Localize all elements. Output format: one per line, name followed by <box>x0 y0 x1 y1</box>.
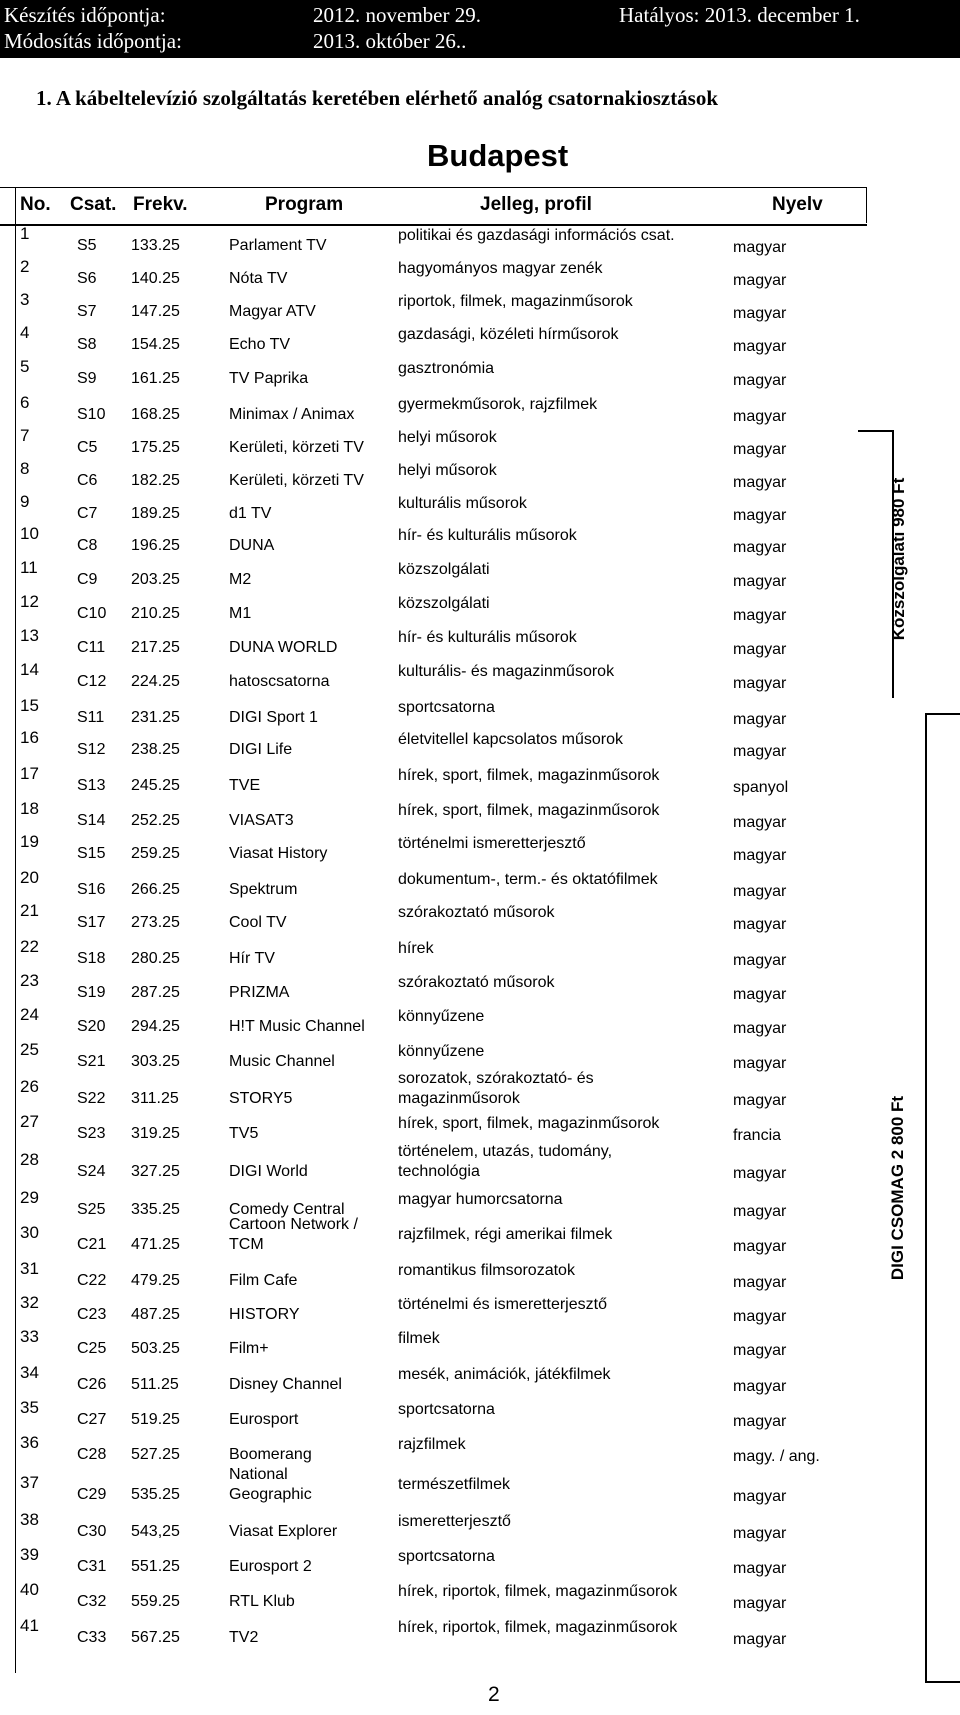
row-number: 13 <box>20 626 39 645</box>
row-language: magyar <box>733 272 787 289</box>
row-language: magyar <box>733 474 787 491</box>
row-frequency: 335.25 <box>131 1201 180 1218</box>
row-language: magyar <box>733 986 787 1003</box>
row-channel: S20 <box>77 1018 106 1035</box>
row-channel: S6 <box>77 270 97 287</box>
row-frequency: 559.25 <box>131 1593 180 1610</box>
row-program: DUNA WORLD <box>229 639 338 656</box>
row-profile: közszolgálati <box>398 561 490 578</box>
row-channel: S10 <box>77 406 106 423</box>
row-frequency: 217.25 <box>131 639 180 656</box>
row-program: TVE <box>229 777 261 794</box>
row-language: magyar <box>733 883 787 900</box>
row-frequency: 273.25 <box>131 914 180 931</box>
row-number: 14 <box>20 660 39 679</box>
row-frequency: 168.25 <box>131 406 180 423</box>
row-frequency: 147.25 <box>131 303 180 320</box>
row-program: Film+ <box>229 1340 269 1357</box>
modified-label: Módosítás időpontja: <box>4 29 182 53</box>
row-language: magyar <box>733 1020 787 1037</box>
row-number: 2 <box>20 257 30 276</box>
row-program: DIGI Life <box>229 741 293 758</box>
row-channel: C30 <box>77 1523 107 1540</box>
row-frequency: 182.25 <box>131 472 180 489</box>
row-program: STORY5 <box>229 1090 293 1107</box>
row-number: 10 <box>20 524 39 543</box>
row-language: magyar <box>733 814 787 831</box>
row-frequency: 303.25 <box>131 1053 180 1070</box>
row-language: magyar <box>733 1092 787 1109</box>
row-profile: romantikus filmsorozatok <box>398 1262 575 1279</box>
row-profile: életvitellel kapcsolatos műsorok <box>398 731 623 748</box>
row-program: Film Cafe <box>229 1272 298 1289</box>
row-profile: hírek, riportok, filmek, magazinműsorok <box>398 1583 678 1600</box>
row-number: 7 <box>20 426 30 445</box>
row-number: 3 <box>20 290 30 309</box>
row-channel: S22 <box>77 1090 106 1107</box>
section-title: 1. A kábeltelevízió szolgáltatás keretében elérhető analóg csatornakiosztások <box>36 86 719 110</box>
row-channel: C32 <box>77 1593 107 1610</box>
row-program: Disney Channel <box>229 1376 342 1393</box>
row-language: magyar <box>733 372 787 389</box>
row-frequency: 319.25 <box>131 1125 180 1142</box>
row-number: 20 <box>20 868 39 887</box>
col-program: Program <box>265 194 344 215</box>
row-profile: szórakoztató műsorok <box>398 904 555 921</box>
row-number: 38 <box>20 1510 39 1529</box>
row-program: TCM <box>229 1236 264 1253</box>
row-program: Echo TV <box>229 336 291 353</box>
row-language: magyar <box>733 573 787 590</box>
row-frequency: 527.25 <box>131 1446 180 1463</box>
row-profile: természetfilmek <box>398 1476 511 1493</box>
row-number: 9 <box>20 492 30 511</box>
row-channel: C5 <box>77 439 98 456</box>
row-channel: S15 <box>77 845 106 862</box>
row-channel: C12 <box>77 673 107 690</box>
row-number: 8 <box>20 459 30 478</box>
col-jelleg: Jelleg, profil <box>480 194 592 215</box>
row-channel: S16 <box>77 881 106 898</box>
row-number: 19 <box>20 832 39 851</box>
row-channel: S9 <box>77 370 97 387</box>
row-frequency: 189.25 <box>131 505 180 522</box>
row-program: TV2 <box>229 1629 259 1646</box>
row-program: DUNA <box>229 537 275 554</box>
row-number: 5 <box>20 357 30 376</box>
row-frequency: 535.25 <box>131 1486 180 1503</box>
row-number: 30 <box>20 1223 39 1242</box>
row-number: 34 <box>20 1363 39 1382</box>
row-number: 11 <box>20 558 38 577</box>
row-language: magyar <box>733 338 787 355</box>
row-channel: S19 <box>77 984 106 1001</box>
row-frequency: 479.25 <box>131 1272 180 1289</box>
row-frequency: 543,25 <box>131 1523 180 1540</box>
row-frequency: 567.25 <box>131 1629 180 1646</box>
row-program: hatoscsatorna <box>229 673 330 690</box>
row-channel: C26 <box>77 1376 107 1393</box>
row-program: TV5 <box>229 1125 259 1142</box>
row-frequency: 280.25 <box>131 950 180 967</box>
row-profile: könnyűzene <box>398 1043 485 1060</box>
row-program: Cool TV <box>229 914 287 931</box>
row-channel: S5 <box>77 237 97 254</box>
row-frequency: 551.25 <box>131 1558 180 1575</box>
row-channel: C31 <box>77 1558 107 1575</box>
row-frequency: 287.25 <box>131 984 180 1001</box>
row-language: magyar <box>733 641 787 658</box>
row-number: 24 <box>20 1005 39 1024</box>
row-profile: magyar humorcsatorna <box>398 1191 563 1208</box>
row-profile: ismeretterjesztő <box>398 1513 511 1530</box>
row-profile: filmek <box>398 1330 440 1347</box>
row-frequency: 266.25 <box>131 881 180 898</box>
row-channel: C9 <box>77 571 98 588</box>
row-profile: hírek, sport, filmek, magazinműsorok <box>398 767 660 784</box>
row-number: 21 <box>20 901 39 920</box>
row-number: 32 <box>20 1293 39 1312</box>
row-program: PRIZMA <box>229 984 290 1001</box>
row-language: magyar <box>733 1238 787 1255</box>
page-number: 2 <box>488 1683 500 1706</box>
row-profile: hírek, sport, filmek, magazinműsorok <box>398 1115 660 1132</box>
row-number: 18 <box>20 799 39 818</box>
row-channel: C21 <box>77 1236 107 1253</box>
row-number: 28 <box>20 1150 39 1169</box>
row-channel: C22 <box>77 1272 107 1289</box>
row-frequency: 259.25 <box>131 845 180 862</box>
row-channel: C7 <box>77 505 98 522</box>
package-bracket-digi <box>925 713 960 1683</box>
row-program: Spektrum <box>229 881 298 898</box>
row-frequency: 503.25 <box>131 1340 180 1357</box>
row-program: Eurosport 2 <box>229 1558 312 1575</box>
col-no: No. <box>20 194 51 215</box>
row-language: magyar <box>733 916 787 933</box>
row-language: magyar <box>733 711 787 728</box>
row-program: Hír TV <box>229 950 275 967</box>
row-language: magyar <box>733 441 787 458</box>
row-program: RTL Klub <box>229 1593 295 1610</box>
row-language: magyar <box>733 1413 787 1430</box>
row-number: 17 <box>20 764 39 783</box>
row-frequency: 161.25 <box>131 370 180 387</box>
row-program: Geographic <box>229 1486 312 1503</box>
row-number: 12 <box>20 592 39 611</box>
row-language: magyar <box>733 408 787 425</box>
row-number: 23 <box>20 971 39 990</box>
row-profile: hírek, sport, filmek, magazinműsorok <box>398 802 660 819</box>
row-language: magyar <box>733 1488 787 1505</box>
row-program: Parlament TV <box>229 237 327 254</box>
row-channel: C25 <box>77 1340 107 1357</box>
row-frequency: 252.25 <box>131 812 180 829</box>
row-number: 35 <box>20 1398 39 1417</box>
row-profile: sportcsatorna <box>398 699 495 716</box>
row-channel: C8 <box>77 537 98 554</box>
row-number: 1 <box>20 224 30 243</box>
row-language: magyar <box>733 847 787 864</box>
row-profile: kulturális műsorok <box>398 495 527 512</box>
row-number: 26 <box>20 1077 39 1096</box>
row-channel: S14 <box>77 812 106 829</box>
row-program: Boomerang <box>229 1446 312 1463</box>
row-program: DIGI Sport 1 <box>229 709 318 726</box>
row-frequency: 140.25 <box>131 270 180 287</box>
row-program: Magyar ATV <box>229 303 316 320</box>
row-channel: C28 <box>77 1446 107 1463</box>
row-number: 6 <box>20 393 30 412</box>
row-language: magyar <box>733 1560 787 1577</box>
row-language: magyar <box>733 539 787 556</box>
row-frequency: 511.25 <box>131 1376 179 1393</box>
package-label-basic: Közszolgálati 980 Ft <box>889 477 908 641</box>
row-profile: sportcsatorna <box>398 1548 495 1565</box>
row-profile: történelmi és ismeretterjesztő <box>398 1296 607 1313</box>
col-nyelv: Nyelv <box>772 194 823 215</box>
row-profile: sportcsatorna <box>398 1401 495 1418</box>
row-channel: C23 <box>77 1306 107 1323</box>
row-frequency: 196.25 <box>131 537 180 554</box>
row-language: magyar <box>733 1308 787 1325</box>
row-channel: C29 <box>77 1486 107 1503</box>
row-program: Viasat Explorer <box>229 1523 338 1540</box>
row-program: M1 <box>229 605 252 622</box>
row-program: Kerületi, körzeti TV <box>229 439 364 456</box>
row-frequency: 231.25 <box>131 709 180 726</box>
row-number: 36 <box>20 1433 39 1452</box>
row-language: magyar <box>733 1595 787 1612</box>
row-frequency: 471.25 <box>131 1236 180 1253</box>
row-profile: rajzfilmek <box>398 1436 466 1453</box>
package-label-digi: DIGI CSOMAG 2 800 Ft <box>888 1095 907 1281</box>
row-language: magyar <box>733 1525 787 1542</box>
row-program: HISTORY <box>229 1306 300 1323</box>
row-frequency: 519.25 <box>131 1411 180 1428</box>
row-channel: C27 <box>77 1411 107 1428</box>
row-frequency: 245.25 <box>131 777 180 794</box>
row-number: 27 <box>20 1112 39 1131</box>
row-profile: gyermekműsorok, rajzfilmek <box>398 396 598 413</box>
row-profile: kulturális- és magazinműsorok <box>398 663 615 680</box>
row-language: magyar <box>733 1165 787 1182</box>
row-language: magyar <box>733 1203 787 1220</box>
row-number: 31 <box>20 1259 39 1278</box>
row-language: magyar <box>733 1342 787 1359</box>
row-language: magyar <box>733 1378 787 1395</box>
row-program: Eurosport <box>229 1411 299 1428</box>
row-program-line1: Cartoon Network / <box>229 1216 358 1233</box>
row-language: magyar <box>733 952 787 969</box>
row-program: d1 TV <box>229 505 272 522</box>
row-channel: C6 <box>77 472 98 489</box>
row-language: magyar <box>733 507 787 524</box>
valid-date: Hatályos: 2013. december 1. <box>619 3 860 27</box>
row-profile: könnyűzene <box>398 1008 485 1025</box>
row-frequency: 294.25 <box>131 1018 180 1035</box>
row-channel: S11 <box>77 709 105 726</box>
row-program: Nóta TV <box>229 270 288 287</box>
row-number: 25 <box>20 1040 39 1059</box>
row-program: Viasat History <box>229 845 328 862</box>
row-profile: történelmi ismeretterjesztő <box>398 835 586 852</box>
row-frequency: 311.25 <box>131 1090 179 1107</box>
row-number: 22 <box>20 937 39 956</box>
row-language: magyar <box>733 305 787 322</box>
row-program: TV Paprika <box>229 370 309 387</box>
row-language: magyar <box>733 1055 787 1072</box>
modified-date: 2013. október 26.. <box>313 29 467 53</box>
row-number: 40 <box>20 1580 39 1599</box>
row-language: magyar <box>733 239 787 256</box>
row-channel: C11 <box>77 639 106 656</box>
row-language: magyar <box>733 675 787 692</box>
row-language: magyar <box>733 607 787 624</box>
row-profile: rajzfilmek, régi amerikai filmek <box>398 1226 613 1243</box>
row-profile: hírek, riportok, filmek, magazinműsorok <box>398 1619 678 1636</box>
row-frequency: 327.25 <box>131 1163 180 1180</box>
row-language: magyar <box>733 743 787 760</box>
row-number: 33 <box>20 1327 39 1346</box>
row-profile: politikai és gazdasági információs csat. <box>398 227 675 244</box>
row-number: 41 <box>20 1616 39 1635</box>
row-profile: történelem, utazás, tudomány, <box>398 1143 613 1160</box>
row-language: francia <box>733 1127 782 1144</box>
row-profile: gasztronómia <box>398 360 495 377</box>
row-profile: közszolgálati <box>398 595 490 612</box>
created-label: Készítés időpontja: <box>4 3 166 27</box>
row-frequency: 133.25 <box>131 237 180 254</box>
row-frequency: 238.25 <box>131 741 180 758</box>
col-frekv: Frekv. <box>133 194 188 215</box>
col-csat: Csat. <box>70 194 117 215</box>
row-profile-line2: technológia <box>398 1163 480 1180</box>
row-language: spanyol <box>733 779 789 796</box>
row-language: magyar <box>733 1274 787 1291</box>
row-frequency: 487.25 <box>131 1306 180 1323</box>
row-frequency: 224.25 <box>131 673 180 690</box>
row-profile: gazdasági, közéleti hírműsorok <box>398 326 619 343</box>
row-profile: szórakoztató műsorok <box>398 974 555 991</box>
row-frequency: 203.25 <box>131 571 180 588</box>
row-profile: helyi műsorok <box>398 462 497 479</box>
row-number: 29 <box>20 1188 39 1207</box>
row-channel: S21 <box>77 1053 106 1070</box>
row-program: M2 <box>229 571 252 588</box>
row-program: VIASAT3 <box>229 812 294 829</box>
row-channel: C10 <box>77 605 107 622</box>
row-channel: S23 <box>77 1125 106 1142</box>
row-number: 4 <box>20 323 30 342</box>
row-channel: S12 <box>77 741 106 758</box>
row-channel: S8 <box>77 336 97 353</box>
row-profile: hír- és kulturális műsorok <box>398 527 577 544</box>
row-frequency: 154.25 <box>131 336 180 353</box>
row-channel: S25 <box>77 1201 106 1218</box>
row-number: 16 <box>20 728 39 747</box>
row-profile: sorozatok, szórakoztató- és <box>398 1070 594 1087</box>
row-program-line1: National <box>229 1466 288 1483</box>
city-heading: Budapest <box>427 138 569 173</box>
row-channel: S17 <box>77 914 106 931</box>
row-channel: C33 <box>77 1629 107 1646</box>
row-profile: dokumentum-, term.- és oktatófilmek <box>398 871 658 888</box>
row-number: 37 <box>20 1473 39 1492</box>
row-channel: S18 <box>77 950 106 967</box>
row-program: Music Channel <box>229 1053 335 1070</box>
row-profile: mesék, animációk, játékfilmek <box>398 1366 611 1383</box>
row-profile: hagyományos magyar zenék <box>398 260 603 277</box>
row-channel: S7 <box>77 303 97 320</box>
row-profile: riportok, filmek, magazinműsorok <box>398 293 633 310</box>
row-channel: S24 <box>77 1163 106 1180</box>
row-profile: hírek <box>398 940 434 957</box>
row-number: 39 <box>20 1545 39 1564</box>
row-program: DIGI World <box>229 1163 308 1180</box>
row-program: Comedy Central <box>229 1201 345 1218</box>
row-profile-line2: magazinműsorok <box>398 1090 520 1107</box>
row-program: Minimax / Animax <box>229 406 355 423</box>
row-frequency: 210.25 <box>131 605 180 622</box>
row-language: magyar <box>733 1631 787 1648</box>
row-number: 15 <box>20 696 39 715</box>
row-program: H!T Music Channel <box>229 1018 365 1035</box>
row-profile: hír- és kulturális műsorok <box>398 629 577 646</box>
row-channel: S13 <box>77 777 106 794</box>
row-program: Kerületi, körzeti TV <box>229 472 364 489</box>
row-language: magy. / ang. <box>733 1448 820 1465</box>
row-profile: helyi műsorok <box>398 429 497 446</box>
created-date: 2012. november 29. <box>313 3 481 27</box>
row-frequency: 175.25 <box>131 439 180 456</box>
